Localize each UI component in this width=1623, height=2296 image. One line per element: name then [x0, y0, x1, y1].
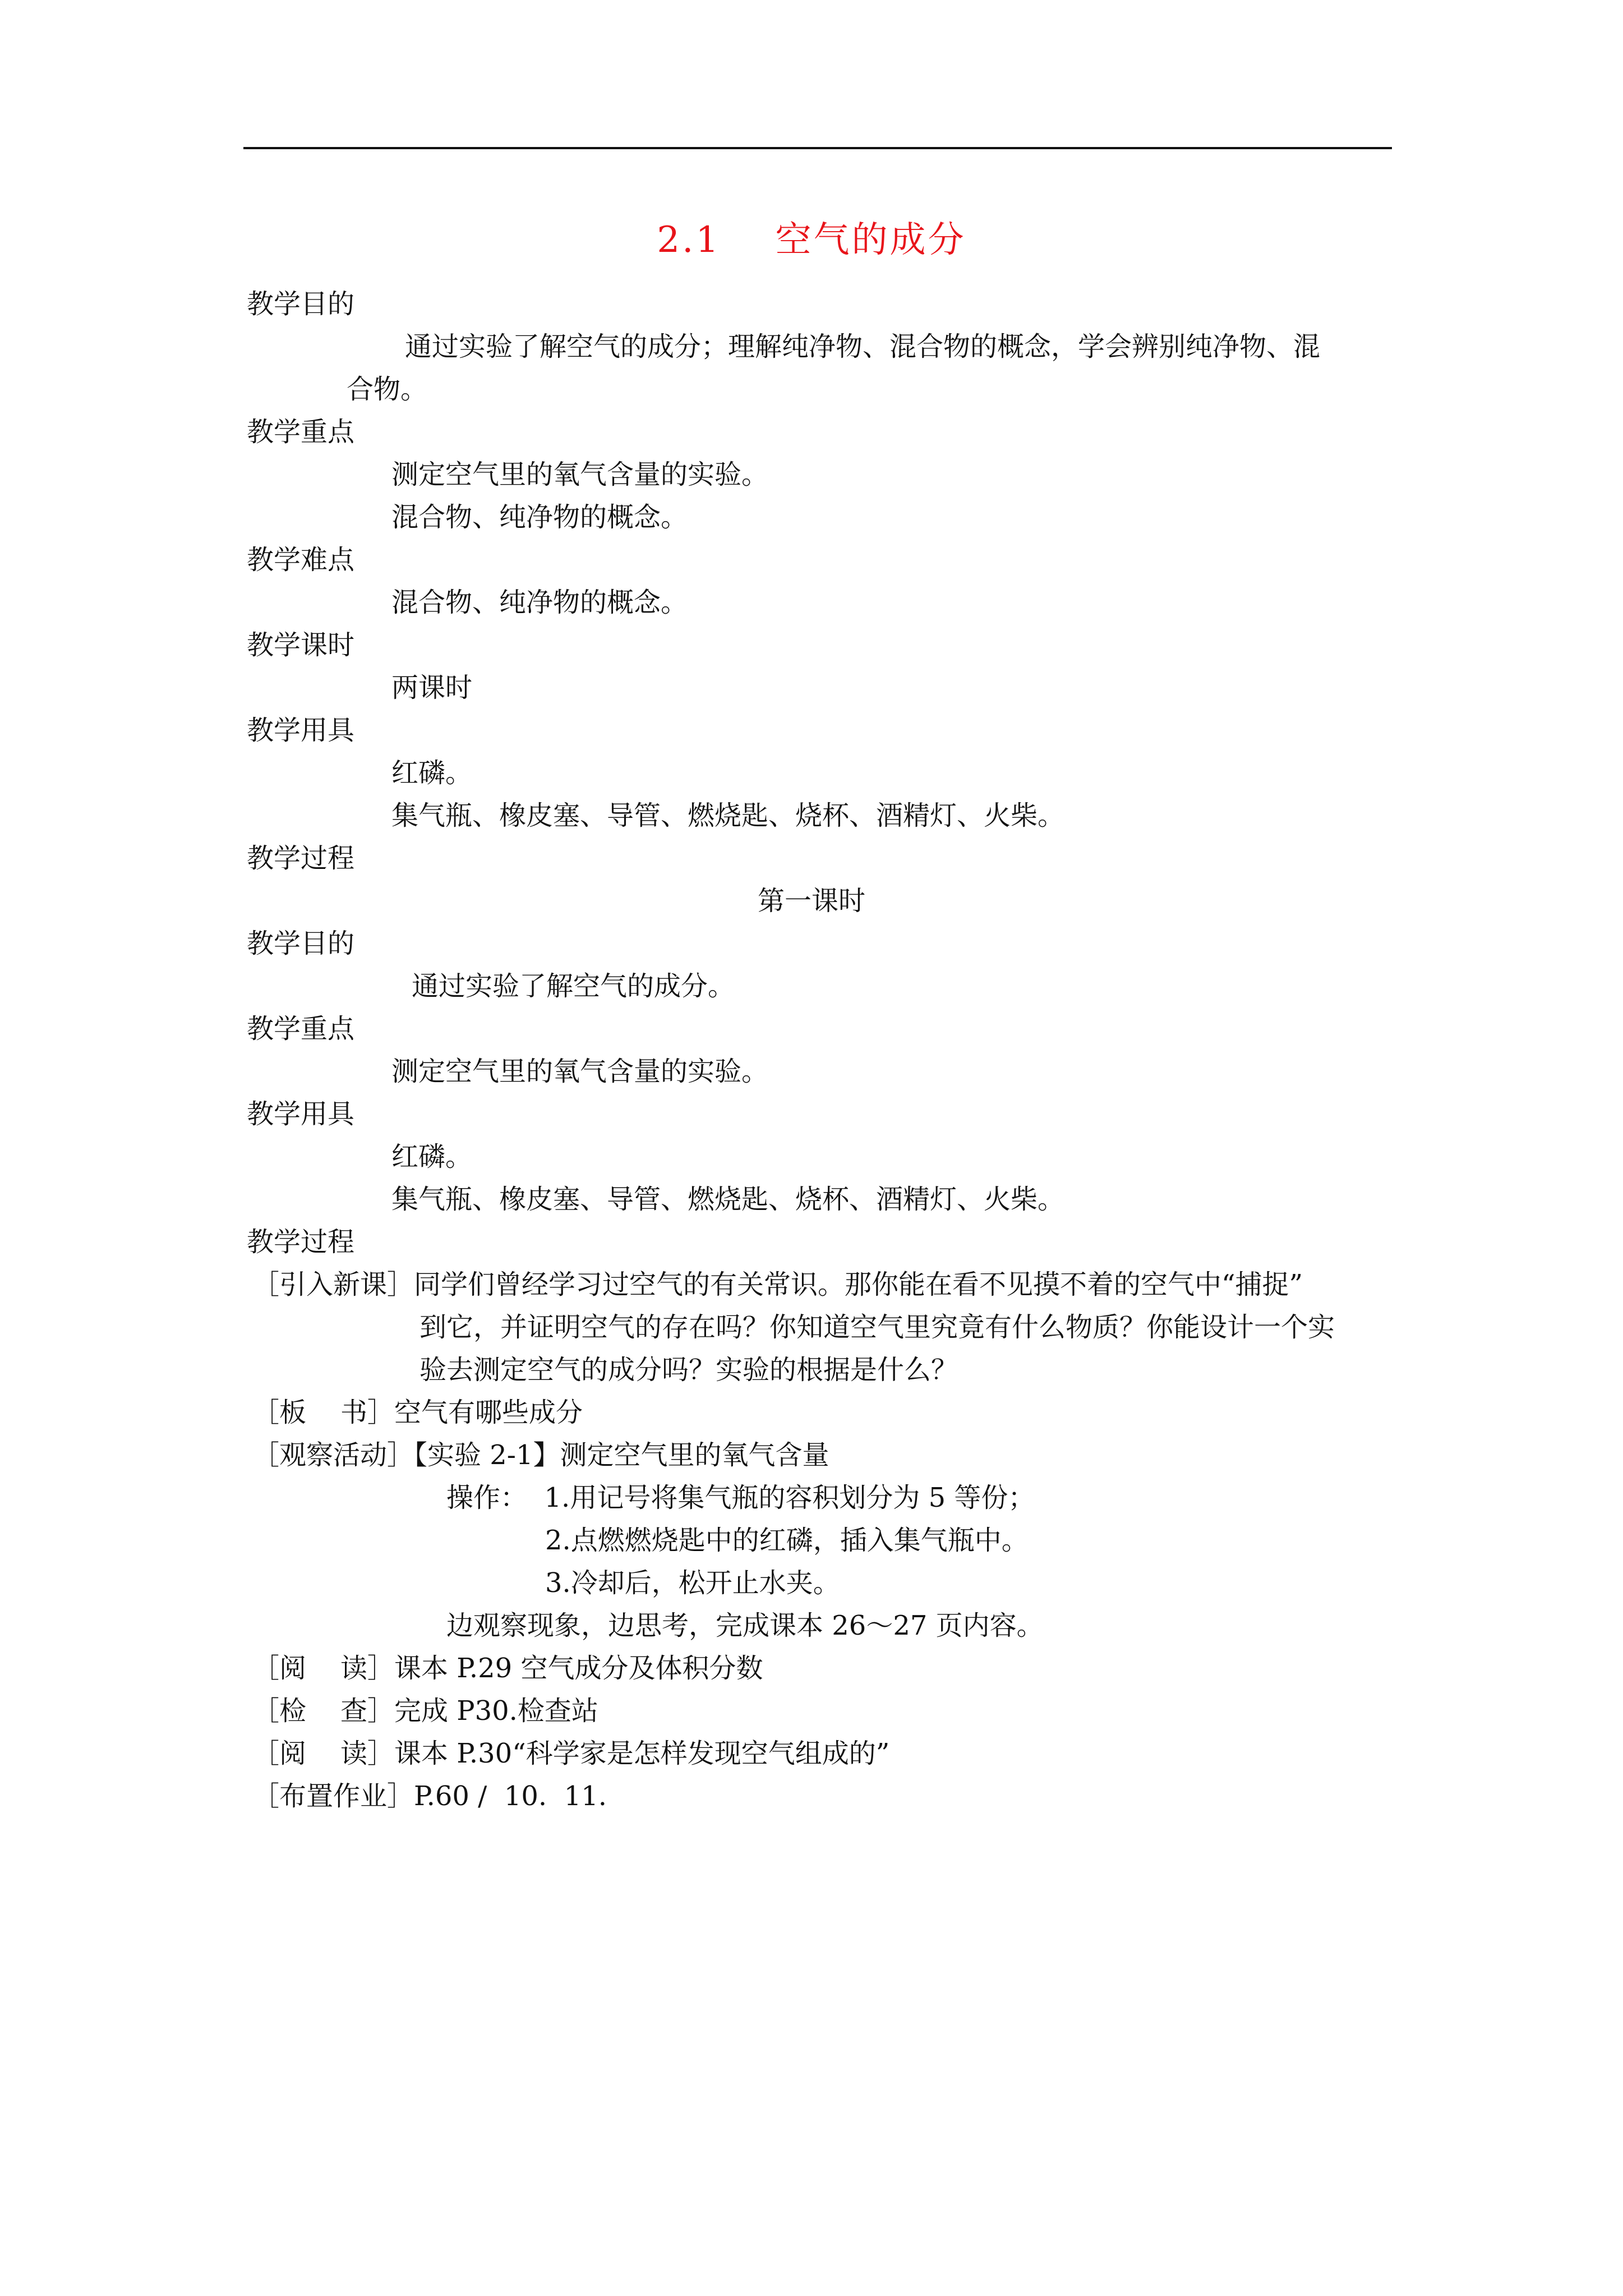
header-rule — [243, 147, 1392, 149]
observe-note: 边观察现象，边思考，完成课本 26～27 页内容。 — [446, 1610, 1044, 1641]
board-line: ［板 书］空气有哪些成分 — [252, 1397, 583, 1428]
hours-value: 两课时 — [391, 672, 473, 703]
intro-line: ［引入新课］同学们曾经学习过空气的有关常识。那你能在看不见摸不着的空气中“捕捉” — [252, 1269, 1303, 1300]
lesson-tools-item: 集气瓶、橡皮塞、导管、燃烧匙、烧杯、酒精灯、火柴。 — [391, 1184, 1065, 1215]
lesson-objective-text: 通过实验了解空气的成分。 — [412, 970, 735, 1002]
lesson-key-item: 测定空气里的氧气含量的实验。 — [391, 1056, 769, 1087]
objective-heading: 教学目的 — [247, 288, 355, 320]
intro-line: 验去测定空气的成分吗？实验的根据是什么？ — [419, 1354, 958, 1386]
objective-text: 通过实验了解空气的成分；理解纯净物、混合物的概念，学会辨别纯净物、混 — [405, 331, 1321, 362]
difficulty-heading: 教学难点 — [247, 544, 355, 576]
key-point-item: 混合物、纯净物的概念。 — [391, 501, 688, 533]
lesson-tools-item: 红磷。 — [391, 1141, 473, 1172]
observe-activity-line: ［观察活动］【实验 2-1】测定空气里的氧气含量 — [252, 1439, 829, 1471]
key-point-heading: 教学重点 — [247, 416, 355, 448]
tools-heading: 教学用具 — [247, 715, 355, 746]
objective-text-continued: 合物。 — [347, 374, 428, 405]
lesson-tools-heading: 教学用具 — [247, 1098, 355, 1130]
reading-line: ［阅 读］课本 P.29 空气成分及体积分数 — [252, 1653, 763, 1684]
operation-step: 3.冷却后，松开止水夹。 — [545, 1567, 840, 1599]
operation-step: 2.点燃燃烧匙中的红磷，插入集气瓶中。 — [545, 1525, 1029, 1556]
tools-item: 集气瓶、橡皮塞、导管、燃烧匙、烧杯、酒精灯、火柴。 — [391, 800, 1065, 831]
page-title: 2.1 空气的成分 — [657, 219, 966, 261]
key-point-item: 测定空气里的氧气含量的实验。 — [391, 459, 769, 490]
hours-heading: 教学课时 — [247, 629, 355, 661]
lesson-process-heading: 教学过程 — [247, 1226, 355, 1258]
check-line: ［检 查］完成 P30.检查站 — [252, 1695, 598, 1727]
lesson-heading: 第一课时 — [757, 885, 865, 917]
lesson-objective-heading: 教学目的 — [247, 928, 355, 959]
reading-line: ［阅 读］课本 P.30“科学家是怎样发现空气组成的” — [252, 1738, 890, 1769]
process-heading: 教学过程 — [247, 843, 355, 874]
difficulty-item: 混合物、纯净物的概念。 — [391, 587, 688, 618]
tools-item: 红磷。 — [391, 757, 473, 789]
operation-step: 操作： 1.用记号将集气瓶的容积划分为 5 等份； — [446, 1482, 1035, 1513]
homework-line: ［布置作业］P.60 / 10. 11. — [252, 1780, 607, 1812]
intro-line: 到它，并证明空气的存在吗？你知道空气里究竟有什么物质？你能设计一个实 — [419, 1312, 1335, 1343]
lesson-key-heading: 教学重点 — [247, 1013, 355, 1045]
